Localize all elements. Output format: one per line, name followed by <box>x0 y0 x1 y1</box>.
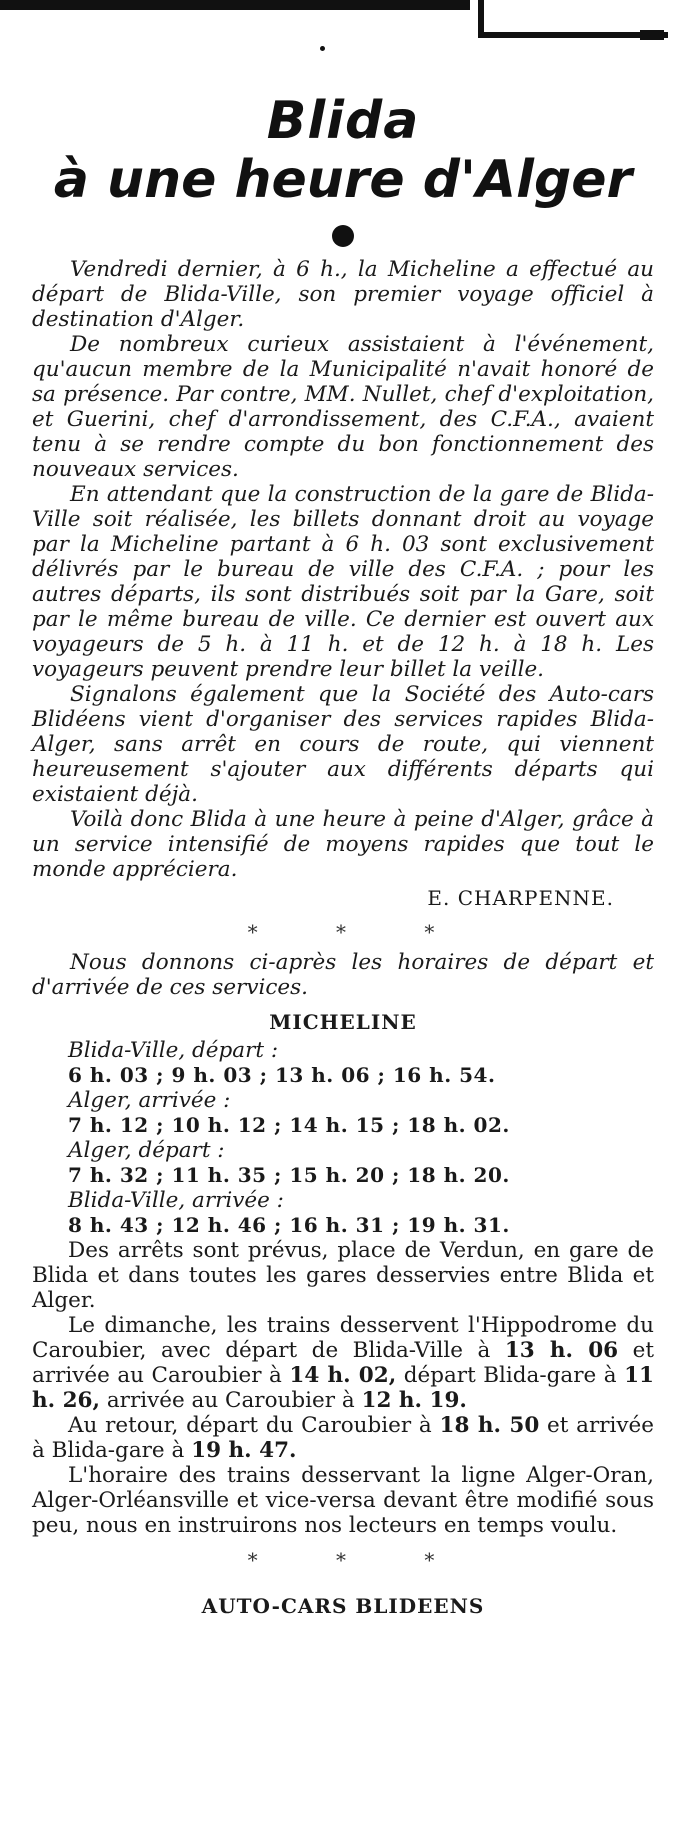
byline: E. CHARPENNE. <box>427 886 614 911</box>
schedule-label: Blida-Ville, arrivée : <box>68 1188 284 1214</box>
autocars-title: AUTO-CARS BLIDEENS <box>201 1594 485 1619</box>
paragraph: Signalons également que la Société des Auto-cars Blidéens vient d'organiser des services rapides Blida-Alger, sans arrêt en cours de route, qui viennent heureusement s'ajouter aux différents départs qui existaient déjà. <box>32 682 654 808</box>
schedule-label: Alger, départ : <box>68 1138 225 1164</box>
paragraph: Voilà donc Blida à une heure à peine d'Alger, grâce à un service intensifié de moyens rapides que tout le monde appréciera. <box>32 807 654 883</box>
paragraph: En attendant que la construction de la gare de Blida-Ville soit réalisée, les billets donnant droit au voyage par la Micheline partant à 6 h. 03 sont exclusivement délivrés par le bureau de ville des C.F.A. ; pour les autres départs, ils sont distribués soit par la Gare, soit par le même bureau de ville. Ce dernier est ouvert aux voyageurs de 5 h. à 11 h. et de 12 h. à 18 h. Les voyageurs peuvent prendre leur billet la veille. <box>32 482 654 683</box>
micheline-title: MICHELINE <box>269 1010 417 1035</box>
schedule-times: 8 h. 43 ; 12 h. 46 ; 16 h. 31 ; 19 h. 31. <box>68 1213 510 1238</box>
article-body <box>32 257 654 882</box>
star-separator: * * * <box>247 920 471 945</box>
schedule-label: Alger, arrivée : <box>68 1088 231 1114</box>
top-box-corner <box>640 30 664 40</box>
bullet-separator <box>332 225 354 247</box>
schedule-times: 7 h. 12 ; 10 h. 12 ; 14 h. 15 ; 18 h. 02. <box>68 1113 510 1138</box>
note-sunday: Le dimanche, les trains desservent l'Hippodrome du Caroubier, avec départ de Blida-Ville à 13 h. 06 et arrivée au Caroubier à 14 h. 02, départ Blida-gare à 11 h. 26, arrivée au Caroubier à 12 h. 19. <box>32 1313 655 1414</box>
micheline-schedule <box>32 1038 654 1238</box>
headline <box>32 91 654 210</box>
paragraph: Vendredi dernier, à 6 h., la Micheline a effectué au départ de Blida-Ville, son premier voyage officiel à destination d'Alger. <box>32 257 654 333</box>
schedule-times: 7 h. 32 ; 11 h. 35 ; 15 h. 20 ; 18 h. 20. <box>68 1163 510 1188</box>
note-stops: Des arrêts sont prévus, place de Verdun, en gare de Blida et dans toutes les gares desservies entre Blida et Alger. <box>32 1238 654 1314</box>
schedule-label: Blida-Ville, départ : <box>68 1038 279 1064</box>
star-separator-2: * * * <box>247 1548 471 1573</box>
speck <box>320 46 325 51</box>
headline-line-1: Blida <box>266 91 420 151</box>
schedule-notes <box>32 1238 654 1538</box>
schedule-times: 6 h. 03 ; 9 h. 03 ; 13 h. 06 ; 16 h. 54. <box>68 1063 496 1088</box>
headline-line-2: à une heure d'Alger <box>53 149 633 210</box>
paragraph: De nombreux curieux assistaient à l'événement, qu'aucun membre de la Municipalité n'avait honoré de sa présence. Par contre, MM. Nullet, chef d'exploitation, et Guerini, chef d'arrondissement, des C.F.A., avaient tenu à se rendre compte du bon fonctionnement des nouveaux services. <box>32 332 654 483</box>
schedule-intro: Nous donnons ci-après les horaires de départ et d'arrivée de ces services. <box>32 950 654 1001</box>
article-column <box>32 58 654 1618</box>
top-rule <box>0 0 470 10</box>
note-timetable-change: L'horaire des trains desservant la ligne Alger-Oran, Alger-Orléansville et vice-versa devant être modifié sous peu, nous en instruirons nos lecteurs en temps voulu. <box>32 1463 654 1539</box>
note-return: Au retour, départ du Caroubier à 18 h. 50 et arrivée à Blida-gare à 19 h. 47. <box>32 1413 655 1464</box>
